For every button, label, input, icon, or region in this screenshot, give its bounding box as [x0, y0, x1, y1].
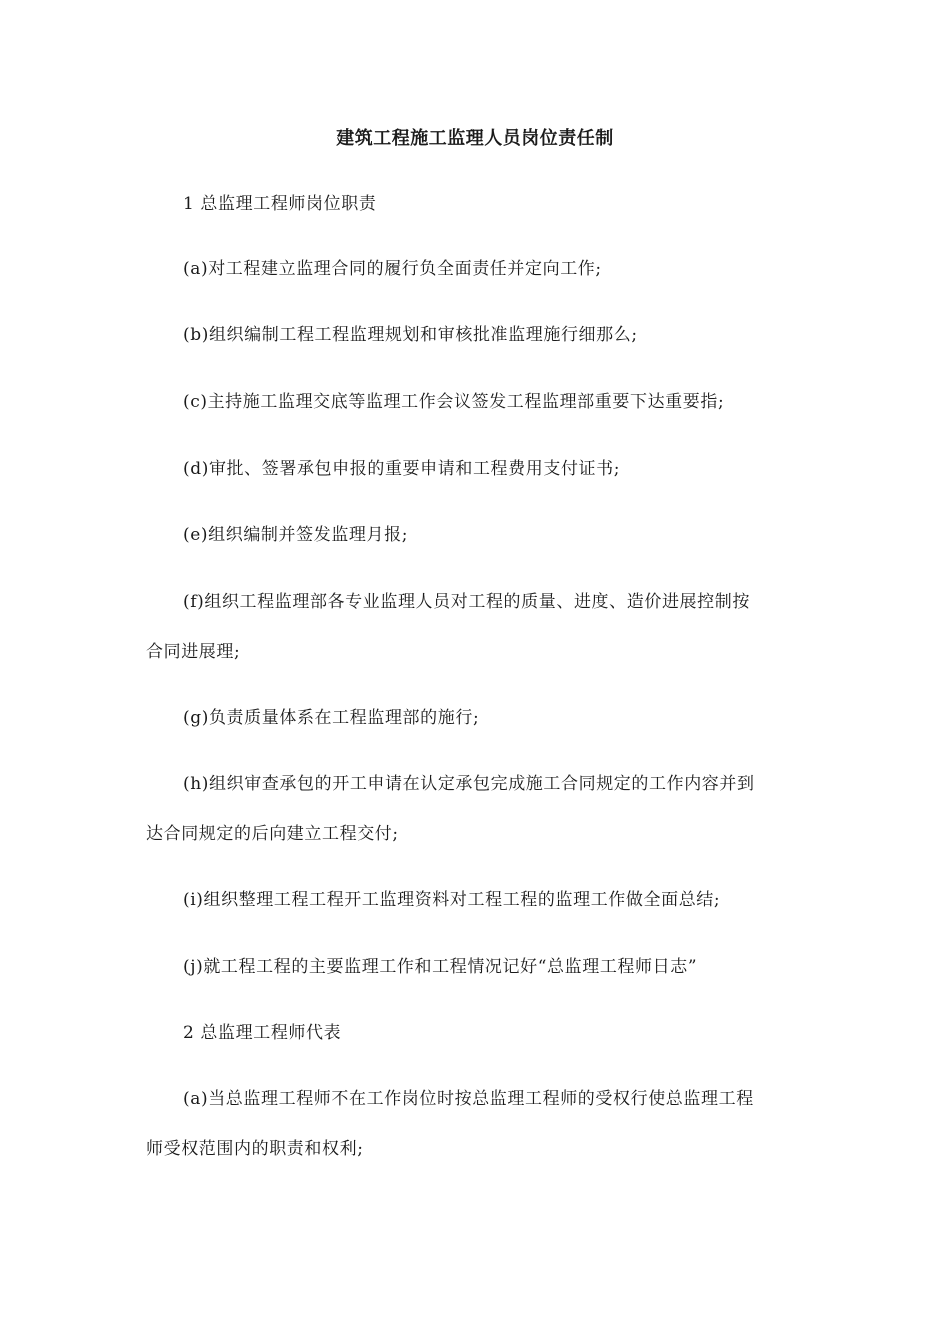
paragraph-line: (d)审批、签署承包申报的重要申请和工程费用支付证书; [183, 459, 621, 479]
paragraph-line: (c)主持施工监理交底等监理工作会议签发工程监理部重要下达重要指; [183, 392, 725, 412]
paragraph-line: (b)组织编制工程工程监理规划和审核批准监理施行细那么; [183, 325, 638, 345]
section-heading-2: 2 总监理工程师代表 [183, 1023, 342, 1043]
section-heading-1: 1 总监理工程师岗位职责 [183, 194, 377, 214]
document-title: 建筑工程施工监理人员岗位责任制 [336, 128, 614, 149]
paragraph-line: (f)组织工程监理部各专业监理人员对工程的质量、进度、造价进展控制按 [183, 592, 750, 612]
paragraph-line: (e)组织编制并签发监理月报; [183, 525, 409, 545]
paragraph-line: (h)组织审查承包的开工申请在认定承包完成施工合同规定的工作内容并到 [183, 774, 755, 794]
paragraph-line: (g)负责质量体系在工程监理部的施行; [183, 708, 480, 728]
paragraph-continuation: 合同进展理; [146, 642, 241, 662]
paragraph-line: (i)组织整理工程工程开工监理资料对工程工程的监理工作做全面总结; [183, 890, 721, 910]
paragraph-continuation: 达合同规定的后向建立工程交付; [146, 824, 399, 844]
paragraph-line: (a)对工程建立监理合同的履行负全面责任并定向工作; [183, 259, 602, 279]
paragraph-line: (a)当总监理工程师不在工作岗位时按总监理工程师的受权行使总监理工程 [183, 1089, 754, 1109]
paragraph-continuation: 师受权范围内的职责和权利; [146, 1139, 364, 1159]
paragraph-line: (j)就工程工程的主要监理工作和工程情况记好“总监理工程师日志” [183, 957, 698, 977]
